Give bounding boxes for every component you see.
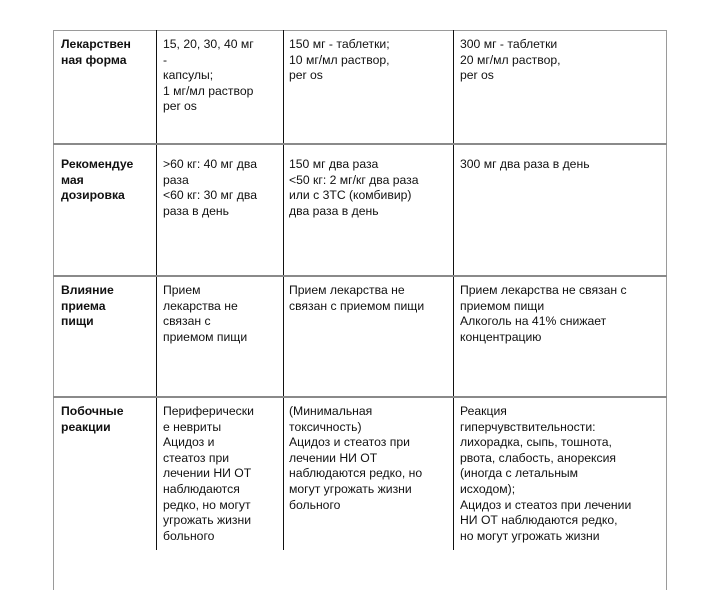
column-divider — [156, 30, 157, 550]
row-divider — [53, 275, 667, 277]
row-header-dosage-form: Лекарствен ная форма — [61, 37, 131, 67]
table-cell: >60 кг: 40 мг два раза <60 кг: 30 мг два раза в день — [163, 157, 257, 218]
row-divider — [53, 143, 667, 145]
table-cell: 150 мг два раза <50 кг: 2 мг/кг два раза или с 3ТС (комбивир) два раза в день — [289, 157, 419, 218]
column-divider — [453, 30, 454, 550]
table-cell: Прием лекарства не связан с приемом пищи — [289, 283, 425, 313]
table-cell: 300 мг - таблетки 20 мг/мл раствор, per os — [460, 37, 561, 83]
table-cell: Прием лекарства не связан с приемом пищи Алкоголь на 41% снижает концентрацию — [460, 283, 627, 344]
row-divider — [53, 396, 667, 398]
table-cell: Периферически е невриты Ацидоз и стеатоз при лечении НИ ОТ наблюдаются редко, но могут угрожать жизни больного — [163, 404, 254, 543]
table-cell: Прием лекарства не связан с приемом пищи — [163, 283, 248, 344]
table-cell: 15, 20, 30, 40 мг - капсулы; 1 мг/мл раствор per os — [163, 37, 254, 114]
table-cell: (Минимальная токсичность) Ацидоз и стеатоз при лечении НИ ОТ наблюдаются редко, но могут угрожать жизни больного — [289, 404, 423, 512]
table-cell: 300 мг два раза в день — [460, 157, 590, 171]
table-cell: 150 мг - таблетки; 10 мг/мл раствор, per os — [289, 37, 390, 83]
column-divider — [283, 30, 284, 550]
row-header-food-effect: Влияние приема пищи — [61, 283, 114, 329]
row-header-dosage: Рекомендуе мая дозировка — [61, 157, 134, 203]
row-header-side-effects: Побочные реакции — [61, 404, 124, 434]
table-cell: Реакция гиперчувствительности: лихорадка, сыпь, тошнота, рвота, слабость, анорексия (иногда с летальным исходом); Ацидоз и стеатоз при лечении НИ ОТ наблюдаются редко, но могут угрожать жизни — [460, 404, 632, 543]
